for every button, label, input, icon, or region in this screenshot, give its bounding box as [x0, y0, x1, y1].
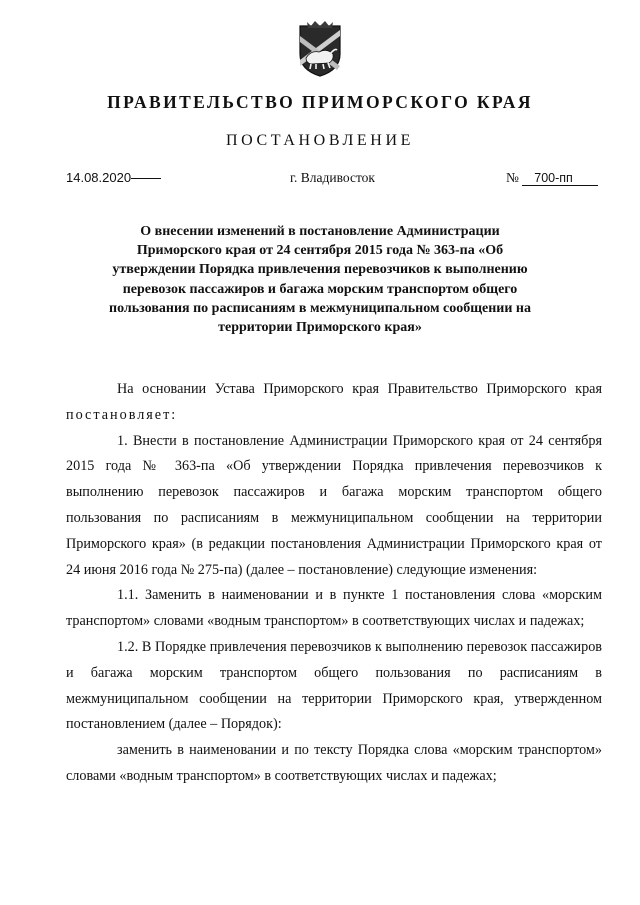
government-title: ПРАВИТЕЛЬСТВО ПРИМОРСКОГО КРАЯ — [107, 92, 533, 112]
intro-text: На основании Устава Приморского края Правительство Приморского края — [117, 381, 602, 397]
document-date-field — [66, 170, 161, 185]
document-date: 14.08.2020 — [66, 170, 132, 185]
document-body — [66, 377, 602, 790]
paragraph-1-2: 1.2. В Порядке привлечения перевозчиков к выполнению перевозок пассажиров и багажа морским транспортом общего пользования по расписаниям в межмуниципальном сообщении на территории Приморского края, утвержденном постановлением (далее – Порядок): — [66, 638, 602, 733]
document-type: ПОСТАНОВЛЕНИЕ — [226, 132, 414, 149]
document-number: 700-пп — [522, 171, 598, 186]
decree-word: постановляет: — [66, 406, 178, 423]
paragraph-1-1: 1.1. Заменить в наименовании и в пункте 1 постановления слова «морским транспортом» словами «водным транспортом» в соответствующих числах и падежах; — [66, 587, 602, 630]
paragraph-intro — [66, 377, 602, 429]
document-number-field — [506, 170, 598, 186]
paragraph-1: 1. Внести в постановление Администрации Приморского края от 24 сентября 2015 года № 363-па «Об утверждении Порядка привлечения перевозчиков к выполнению перевозок пассажиров и багажа морским транспортом общего пользования по расписаниям в межмуниципальном сообщении на территории Приморского края» (в редакции постановления Администрации Приморского края от 24 июня 2016 года № 275-па) (далее – постановление) следующие изменения: — [66, 432, 602, 578]
coat-of-arms-icon — [297, 20, 343, 78]
document-subject: О внесении изменений в постановление Администрации Приморского края от 24 сентября 2015 года № 363-па «Об утверждении Порядка привлечения перевозчиков к выполнению перевозок пассажиров и багажа морским транспортом общего пользования по расписаниям в межмуниципальном сообщении на территории Приморского края» — [109, 224, 531, 336]
paragraph-replace: заменить в наименовании и по тексту Порядка слова «морским транспортом» словами «водным транспортом» в соответствующих числах и падежах; — [66, 742, 602, 784]
document-city: г. Владивосток — [290, 170, 375, 185]
number-label: № — [506, 170, 519, 185]
